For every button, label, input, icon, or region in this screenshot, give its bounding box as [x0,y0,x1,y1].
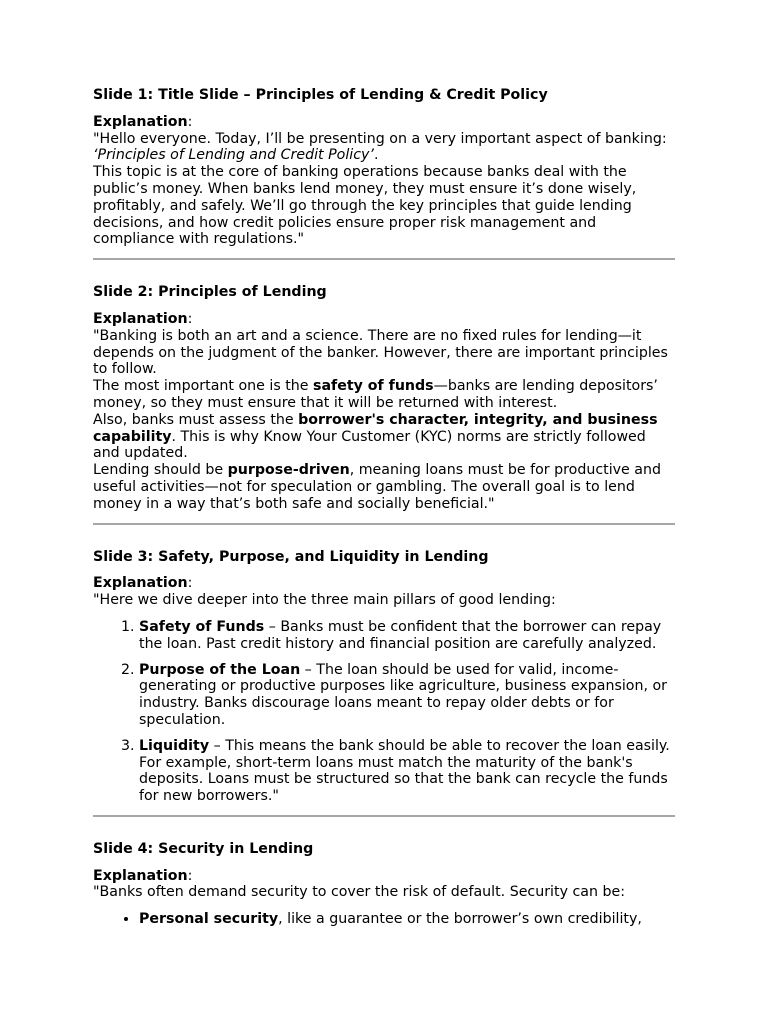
list-item: • Personal security, like a guarantee or the borrower’s own credibility, [139,911,675,928]
slide-1-paragraph: This topic is at the core of banking operations because banks deal with the public’s money. When banks lend money, they must ensure it’s done wisely, profitably, and safely. We’ll go through the key principles that guide lending decisions, and how credit policies ensure proper risk management and compliance with regulations." [93,164,637,248]
explanation-label: Explanation: [93,867,193,884]
slide-1-title-italic: ‘Principles of Lending and Credit Policy’ [93,147,374,164]
slide-2-paragraph-3: Also, banks must assess the borrower's character, integrity, and business capability. This is why Know Your Customer (KYC) norms are strictly followed and updated. [93,411,658,462]
list-item: 2. Purpose of the Loan – The loan should be used for valid, income-generating or productive purposes like agriculture, business expansion, or industry. Banks discourage loans meant to repay older debts or for speculation. [139,662,675,729]
slide-4-list [93,911,675,928]
list-item: 3. Liquidity – This means the bank should be able to recover the loan easily. For example, short-term loans must match the maturity of the bank's deposits. Loans must be structured so that the bank can recycle the funds for new borrowers." [139,738,675,805]
slide-2-paragraph-2: The most important one is the safety of funds—banks are lending depositors’ money, so they must ensure that it will be returned with interest. [93,378,658,411]
slide-2-heading: Slide 2: Principles of Lending [93,284,327,301]
divider [93,523,675,525]
divider [93,258,675,260]
slide-3-intro: "Here we dive deeper into the three main pillars of good lending: [93,592,556,609]
slide-4-section [93,841,675,928]
slide-3-heading: Slide 3: Safety, Purpose, and Liquidity in Lending [93,548,489,565]
list-item: 1. Safety of Funds – Banks must be confident that the borrower can repay the loan. Past credit history and financial position are carefully analyzed. [139,619,675,653]
slide-4-heading: Slide 4: Security in Lending [93,840,314,857]
slide-3-section [93,549,675,805]
slide-1-line-2: ‘Principles of Lending and Credit Policy’. [93,147,379,164]
slide-2-paragraph-4: Lending should be purpose-driven, meaning loans must be for productive and useful activities—not for speculation or gambling. The overall goal is to lend money in a way that’s both safe and socially beneficial." [93,462,661,512]
slide-4-intro: "Banks often demand security to cover the risk of default. Security can be: [93,884,625,901]
slide-1-heading: Slide 1: Title Slide – Principles of Lending & Credit Policy [93,87,548,103]
divider [93,815,675,817]
explanation-label: Explanation: [93,113,193,130]
slide-2-paragraph-1: "Banking is both an art and a science. There are no fixed rules for lending—it depends on the judgment of the banker. However, there are important principles to follow. [93,327,668,378]
slide-1-line-1: "Hello everyone. Today, I’ll be presenting on a very important aspect of banking: [93,130,667,147]
explanation-label: Explanation: [93,575,193,592]
slide-3-list [93,619,675,805]
explanation-label: Explanation: [93,310,193,327]
slide-1-section [93,87,675,248]
slide-2-section [93,284,675,512]
